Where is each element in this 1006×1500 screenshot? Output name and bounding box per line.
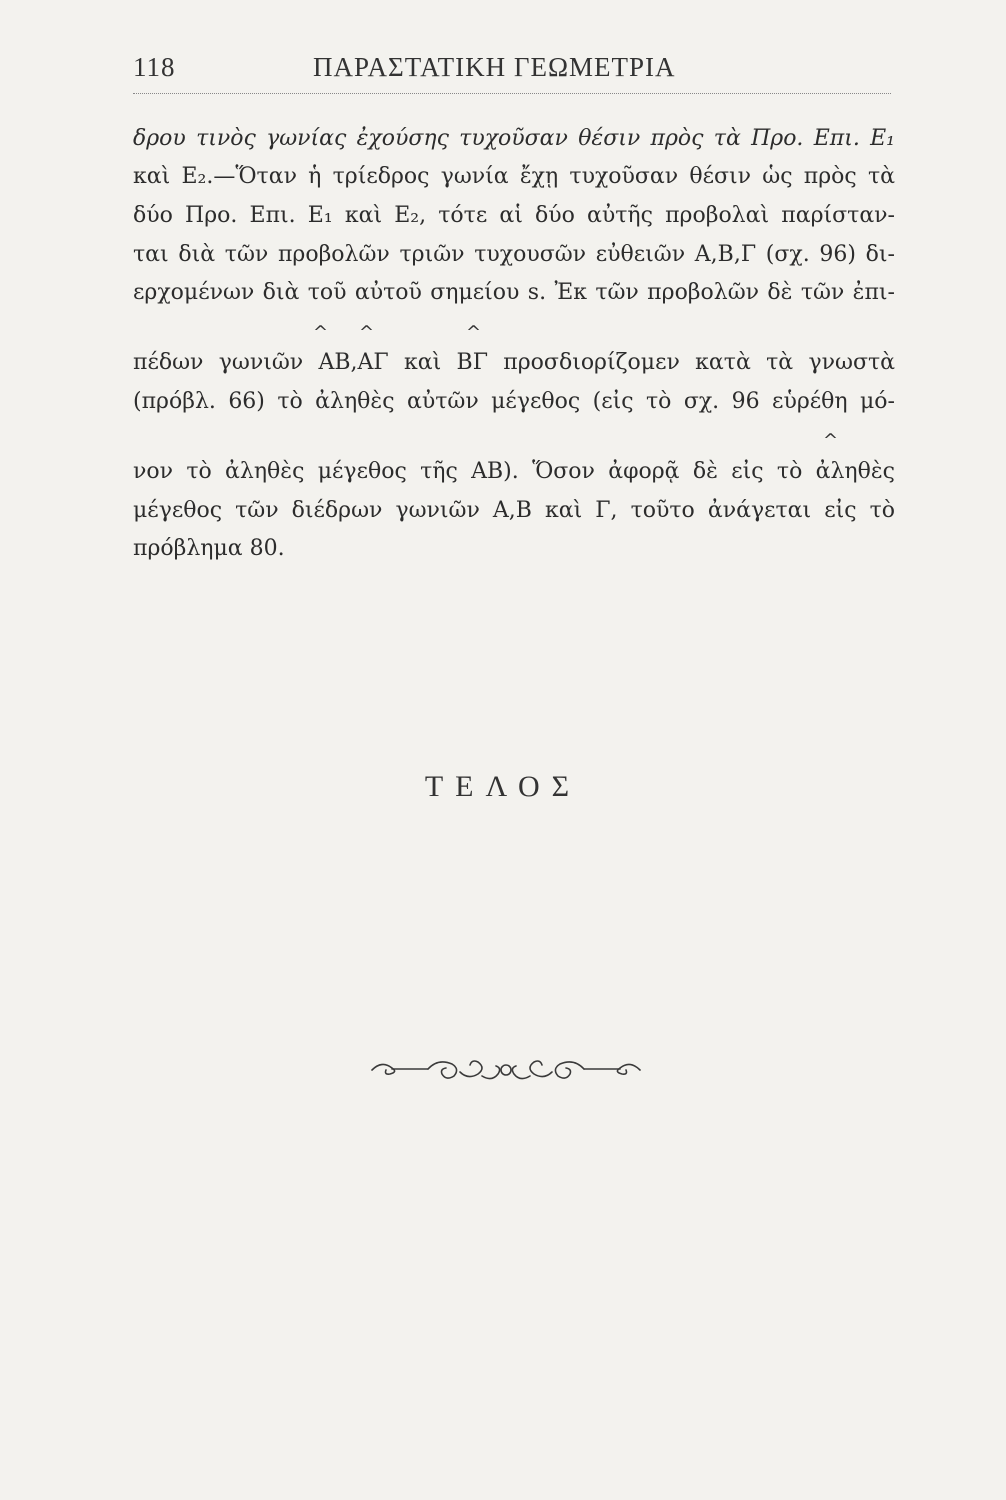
page-header xyxy=(133,52,893,92)
text-line: πέδων γωνιῶν ΑΒ,ΑΓ καὶ ΒΓ προσδιορίζομεν κατὰ τὰ γνωστὰ xyxy=(133,350,895,375)
text-line: (πρόβλ. 66) τὸ ἀληθὲς αὐτῶν μέγεθος (εἰς τὸ σχ. 96 εὑρέθη μό- xyxy=(133,389,895,414)
angle-mark: ^ xyxy=(359,322,375,343)
angle-mark: ^ xyxy=(466,322,482,343)
text-line: νον τὸ ἀληθὲς μέγεθος τῆς ΑΒ). Ὅσον ἀφορᾷ δὲ εἰς τὸ ἀληθὲς xyxy=(133,459,895,484)
flourish-ornament-icon xyxy=(368,1050,644,1090)
text-line: μέγεθος τῶν διέδρων γωνιῶν Α,Β καὶ Γ, τοῦτο ἀνάγεται εἰς τὸ xyxy=(133,498,895,523)
text-line: ερχομένων διὰ τοῦ αὐτοῦ σημείου s. Ἐκ τῶν προβολῶν δὲ τῶν ἐπι- xyxy=(133,280,895,305)
angle-mark: ^ xyxy=(313,322,329,343)
text-line: πρόβλημα 80. xyxy=(133,536,285,561)
angle-mark: ^ xyxy=(823,430,839,451)
header-rule xyxy=(133,93,891,94)
text-line: δρου τινὸς γωνίας ἐχούσης τυχοῦσαν θέσιν πρὸς τὰ Προ. Επι. Ε₁ xyxy=(133,126,895,151)
end-word: ΤΕΛΟΣ xyxy=(424,770,582,803)
running-title: ΠΑΡΑΣΤΑΤΙΚΗ ΓΕΩΜΕΤΡΙΑ xyxy=(313,52,676,82)
text-line: ται διὰ τῶν προβολῶν τριῶν τυχουσῶν εὐθειῶν Α,Β,Γ (σχ. 96) δι- xyxy=(133,242,895,267)
text-line: καὶ Ε₂.—Ὅταν ἡ τρίεδρος γωνία ἔχῃ τυχοῦσαν θέσιν ὡς πρὸς τὰ xyxy=(133,164,895,189)
text-line: δύο Προ. Επι. Ε₁ καὶ Ε₂, τότε αἱ δύο αὐτῆς προβολαὶ παρίσταν- xyxy=(133,203,895,228)
page-number: 118 xyxy=(133,52,176,82)
